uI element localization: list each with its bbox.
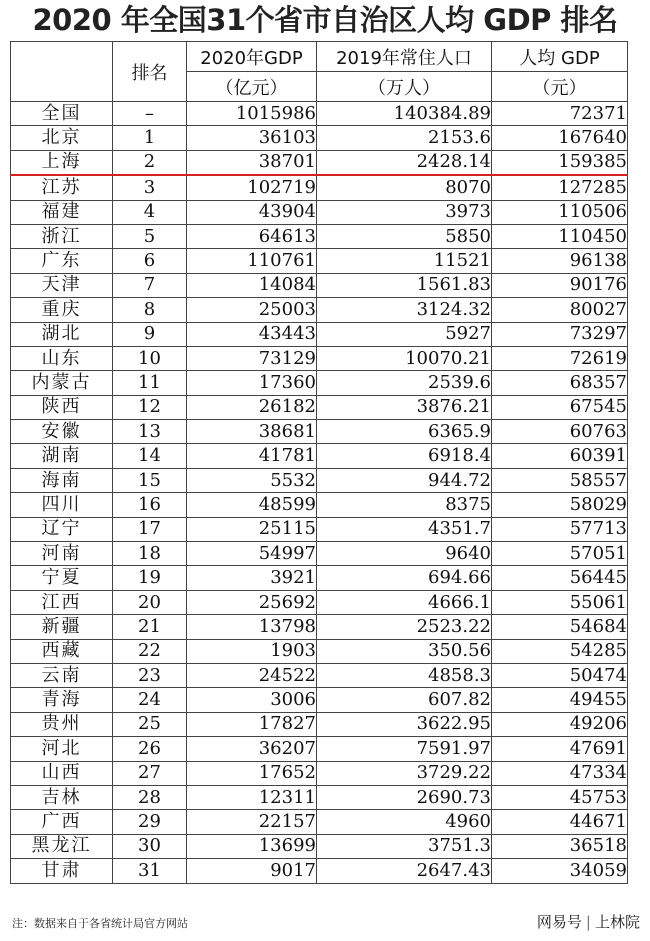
rank-cell: 22 — [113, 639, 187, 663]
population-cell: 6918.4 — [317, 444, 492, 468]
region-name-cell: 西藏 — [11, 639, 113, 663]
gdp-cell: 25115 — [187, 517, 317, 541]
population-cell: 944.72 — [317, 468, 492, 492]
rank-cell: 29 — [113, 810, 187, 834]
region-name-cell: 全国 — [11, 102, 113, 126]
table-row — [11, 785, 628, 809]
rank-cell: 21 — [113, 615, 187, 639]
gdp-cell: 102719 — [187, 175, 317, 200]
gdp-ranking-table — [10, 41, 628, 884]
population-cell: 3876.21 — [317, 395, 492, 419]
gdp-cell: 25003 — [187, 298, 317, 322]
population-cell: 4351.7 — [317, 517, 492, 541]
population-cell: 5927 — [317, 322, 492, 346]
rank-cell: 4 — [113, 200, 187, 224]
population-cell: 607.82 — [317, 688, 492, 712]
table-row — [11, 444, 628, 468]
gdp-cell: 3921 — [187, 566, 317, 590]
rank-cell: 8 — [113, 298, 187, 322]
gdp-cell: 38681 — [187, 420, 317, 444]
per-capita-cell: 34059 — [492, 859, 628, 883]
gdp-cell: 36103 — [187, 126, 317, 150]
gdp-cell: 25692 — [187, 590, 317, 614]
table-row — [11, 298, 628, 322]
region-name-cell: 辽宁 — [11, 517, 113, 541]
population-cell: 9640 — [317, 542, 492, 566]
table-row — [11, 566, 628, 590]
per-capita-cell: 54684 — [492, 615, 628, 639]
table-row — [11, 150, 628, 175]
table-row — [11, 200, 628, 224]
population-cell: 2523.22 — [317, 615, 492, 639]
region-name-cell: 浙江 — [11, 224, 113, 248]
population-cell: 2647.43 — [317, 859, 492, 883]
table-row — [11, 590, 628, 614]
watermark-separator: | — [585, 913, 591, 931]
gdp-cell: 13699 — [187, 834, 317, 858]
population-cell: 4666.1 — [317, 590, 492, 614]
gdp-cell: 73129 — [187, 346, 317, 370]
gdp-cell: 17827 — [187, 712, 317, 736]
rank-cell: 23 — [113, 663, 187, 687]
population-cell: 3124.32 — [317, 298, 492, 322]
table-row — [11, 468, 628, 492]
table-row — [11, 761, 628, 785]
rank-cell: 25 — [113, 712, 187, 736]
rank-cell: 30 — [113, 834, 187, 858]
table-row — [11, 712, 628, 736]
per-capita-cell: 90176 — [492, 273, 628, 297]
rank-cell: 28 — [113, 785, 187, 809]
rank-cell: 20 — [113, 590, 187, 614]
rank-cell: 13 — [113, 420, 187, 444]
rank-cell: 31 — [113, 859, 187, 883]
per-capita-cell: 72371 — [492, 102, 628, 126]
per-capita-cell: 72619 — [492, 346, 628, 370]
per-capita-cell: 60763 — [492, 420, 628, 444]
region-name-cell: 河南 — [11, 542, 113, 566]
per-capita-cell: 45753 — [492, 785, 628, 809]
rank-cell: 5 — [113, 224, 187, 248]
population-cell: 10070.21 — [317, 346, 492, 370]
table-row — [11, 249, 628, 273]
rank-cell: 14 — [113, 444, 187, 468]
gdp-cell: 12311 — [187, 785, 317, 809]
table-row — [11, 273, 628, 297]
table-row — [11, 395, 628, 419]
table-row — [11, 834, 628, 858]
population-cell: 350.56 — [317, 639, 492, 663]
rank-cell: 15 — [113, 468, 187, 492]
table-row — [11, 639, 628, 663]
per-capita-cell: 110506 — [492, 200, 628, 224]
header-rank: 排名 — [113, 42, 187, 102]
region-name-cell: 福建 — [11, 200, 113, 224]
table-row — [11, 663, 628, 687]
region-name-cell: 四川 — [11, 493, 113, 517]
per-capita-cell: 60391 — [492, 444, 628, 468]
per-capita-cell: 47334 — [492, 761, 628, 785]
header-blank — [11, 42, 113, 102]
rank-cell: 27 — [113, 761, 187, 785]
region-name-cell: 北京 — [11, 126, 113, 150]
population-cell: 8070 — [317, 175, 492, 200]
watermark-site: 网易号 — [536, 913, 582, 931]
page-title: 2020 年全国31个省市自治区人均 GDP 排名 — [32, 3, 618, 37]
rank-cell: 10 — [113, 346, 187, 370]
gdp-cell: 17360 — [187, 371, 317, 395]
table-row — [11, 322, 628, 346]
per-capita-cell: 57051 — [492, 542, 628, 566]
gdp-cell: 3006 — [187, 688, 317, 712]
per-capita-cell: 56445 — [492, 566, 628, 590]
per-capita-cell: 57713 — [492, 517, 628, 541]
rank-cell: 1 — [113, 126, 187, 150]
population-cell: 2428.14 — [317, 150, 492, 175]
rank-cell: 11 — [113, 371, 187, 395]
header-population-unit: （万人） — [317, 72, 492, 102]
gdp-cell: 43904 — [187, 200, 317, 224]
table-row — [11, 493, 628, 517]
gdp-cell: 38701 — [187, 150, 317, 175]
region-name-cell: 甘肃 — [11, 859, 113, 883]
per-capita-cell: 110450 — [492, 224, 628, 248]
table-row — [11, 224, 628, 248]
population-cell: 11521 — [317, 249, 492, 273]
gdp-cell: 64613 — [187, 224, 317, 248]
gdp-cell: 9017 — [187, 859, 317, 883]
population-cell: 8375 — [317, 493, 492, 517]
population-cell: 5850 — [317, 224, 492, 248]
per-capita-cell: 58029 — [492, 493, 628, 517]
region-name-cell: 广东 — [11, 249, 113, 273]
header-per-capita: 人均 GDP — [492, 42, 628, 72]
per-capita-cell: 44671 — [492, 810, 628, 834]
gdp-cell: 43443 — [187, 322, 317, 346]
per-capita-cell: 50474 — [492, 663, 628, 687]
rank-cell: 24 — [113, 688, 187, 712]
table-row — [11, 688, 628, 712]
table-row — [11, 615, 628, 639]
table-row — [11, 810, 628, 834]
table-row — [11, 737, 628, 761]
region-name-cell: 黑龙江 — [11, 834, 113, 858]
region-name-cell: 内蒙古 — [11, 371, 113, 395]
region-name-cell: 青海 — [11, 688, 113, 712]
population-cell: 6365.9 — [317, 420, 492, 444]
region-name-cell: 海南 — [11, 468, 113, 492]
per-capita-cell: 36518 — [492, 834, 628, 858]
per-capita-cell: 47691 — [492, 737, 628, 761]
gdp-cell: 24522 — [187, 663, 317, 687]
population-cell: 694.66 — [317, 566, 492, 590]
header-gdp-unit: （亿元） — [187, 72, 317, 102]
table-row — [11, 542, 628, 566]
population-cell: 7591.97 — [317, 737, 492, 761]
population-cell: 4858.3 — [317, 663, 492, 687]
region-name-cell: 湖北 — [11, 322, 113, 346]
population-cell: 3622.95 — [317, 712, 492, 736]
rank-cell: 7 — [113, 273, 187, 297]
rank-cell: 17 — [113, 517, 187, 541]
region-name-cell: 新疆 — [11, 615, 113, 639]
per-capita-cell: 167640 — [492, 126, 628, 150]
population-cell: 4960 — [317, 810, 492, 834]
per-capita-cell: 159385 — [492, 150, 628, 175]
gdp-cell: 36207 — [187, 737, 317, 761]
rank-cell: 6 — [113, 249, 187, 273]
watermark — [537, 911, 640, 932]
gdp-cell: 17652 — [187, 761, 317, 785]
region-name-cell: 云南 — [11, 663, 113, 687]
table-row — [11, 371, 628, 395]
source-note: 注：数据来自于各省统计局官方网站 — [12, 917, 188, 930]
watermark-author: 上林院 — [594, 913, 640, 931]
region-name-cell: 天津 — [11, 273, 113, 297]
rank-cell: 9 — [113, 322, 187, 346]
region-name-cell: 安徽 — [11, 420, 113, 444]
population-cell: 2690.73 — [317, 785, 492, 809]
gdp-cell: 1903 — [187, 639, 317, 663]
per-capita-cell: 49206 — [492, 712, 628, 736]
per-capita-cell: 55061 — [492, 590, 628, 614]
table-row — [11, 175, 628, 200]
per-capita-cell: 96138 — [492, 249, 628, 273]
region-name-cell: 山东 — [11, 346, 113, 370]
region-name-cell: 上海 — [11, 150, 113, 175]
table-row — [11, 126, 628, 150]
region-name-cell: 河北 — [11, 737, 113, 761]
header-population: 2019年常住人口 — [317, 42, 492, 72]
header-gdp: 2020年GDP — [187, 42, 317, 72]
gdp-cell: 54997 — [187, 542, 317, 566]
per-capita-cell: 54285 — [492, 639, 628, 663]
region-name-cell: 陕西 — [11, 395, 113, 419]
gdp-cell: 48599 — [187, 493, 317, 517]
population-cell: 2153.6 — [317, 126, 492, 150]
region-name-cell: 广西 — [11, 810, 113, 834]
header-row-top — [11, 42, 628, 72]
header-per-capita-unit: （元） — [492, 72, 628, 102]
gdp-cell: 26182 — [187, 395, 317, 419]
population-cell: 3729.22 — [317, 761, 492, 785]
region-name-cell: 山西 — [11, 761, 113, 785]
region-name-cell: 吉林 — [11, 785, 113, 809]
rank-cell: 12 — [113, 395, 187, 419]
rank-cell: 18 — [113, 542, 187, 566]
table-row — [11, 346, 628, 370]
gdp-cell: 22157 — [187, 810, 317, 834]
per-capita-cell: 49455 — [492, 688, 628, 712]
table-row — [11, 420, 628, 444]
rank-cell: 16 — [113, 493, 187, 517]
gdp-cell: 5532 — [187, 468, 317, 492]
gdp-cell: 1015986 — [187, 102, 317, 126]
per-capita-cell: 73297 — [492, 322, 628, 346]
region-name-cell: 湖南 — [11, 444, 113, 468]
per-capita-cell: 80027 — [492, 298, 628, 322]
gdp-cell: 41781 — [187, 444, 317, 468]
table-row — [11, 102, 628, 126]
rank-cell: – — [113, 102, 187, 126]
population-cell: 3973 — [317, 200, 492, 224]
per-capita-cell: 127285 — [492, 175, 628, 200]
rank-cell: 2 — [113, 150, 187, 175]
population-cell: 2539.6 — [317, 371, 492, 395]
rank-cell: 3 — [113, 175, 187, 200]
region-name-cell: 江苏 — [11, 175, 113, 200]
region-name-cell: 江西 — [11, 590, 113, 614]
region-name-cell: 重庆 — [11, 298, 113, 322]
gdp-cell: 110761 — [187, 249, 317, 273]
table-row — [11, 859, 628, 883]
rank-cell: 26 — [113, 737, 187, 761]
rank-cell: 19 — [113, 566, 187, 590]
gdp-cell: 13798 — [187, 615, 317, 639]
population-cell: 3751.3 — [317, 834, 492, 858]
population-cell: 1561.83 — [317, 273, 492, 297]
per-capita-cell: 67545 — [492, 395, 628, 419]
per-capita-cell: 68357 — [492, 371, 628, 395]
gdp-cell: 14084 — [187, 273, 317, 297]
region-name-cell: 宁夏 — [11, 566, 113, 590]
table-row — [11, 517, 628, 541]
per-capita-cell: 58557 — [492, 468, 628, 492]
region-name-cell: 贵州 — [11, 712, 113, 736]
population-cell: 140384.89 — [317, 102, 492, 126]
